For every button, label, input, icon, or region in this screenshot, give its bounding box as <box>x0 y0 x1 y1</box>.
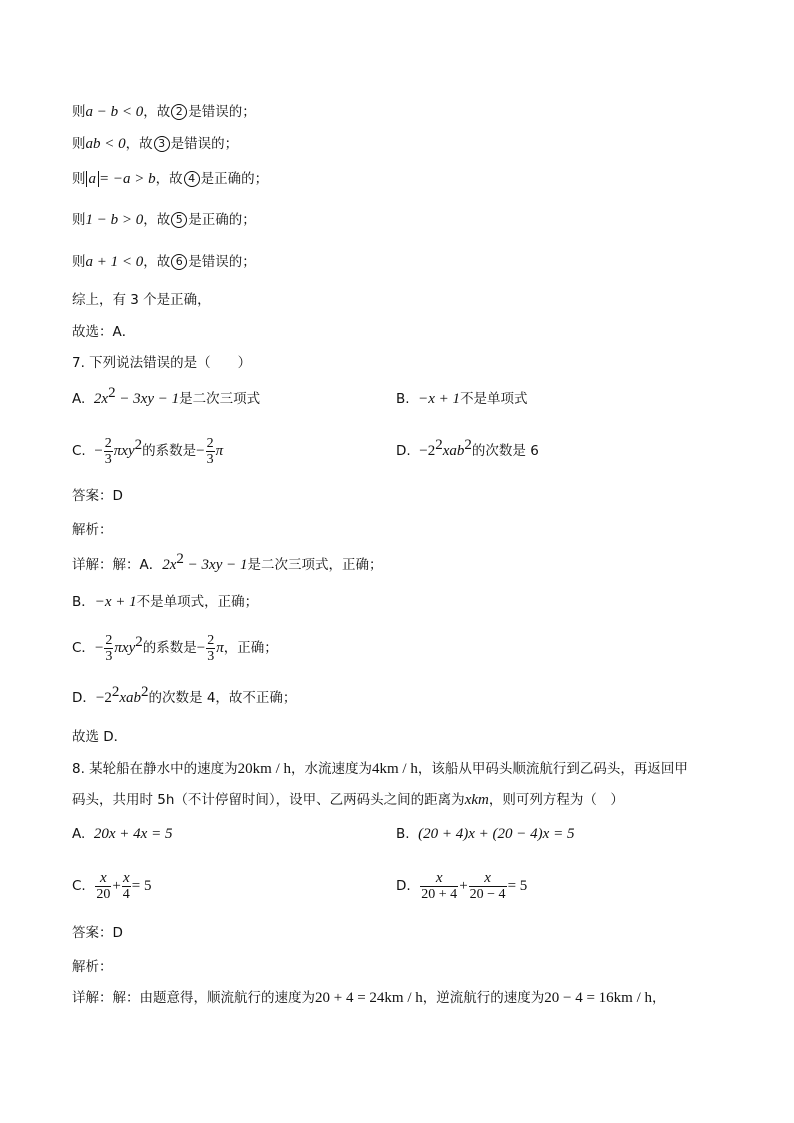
q7-detail-d: D．$-2^2xab^2$的次数是 4，故不正确； <box>72 684 297 706</box>
q7-option-c: C. − $\frac{2}{3}$ πxy$^2$的系数是− $\frac{2}{3}$ π <box>72 435 224 467</box>
prev-line-2: 则ab < 0，故 3 是错误的； <box>72 136 239 152</box>
circled-number: 4 <box>184 171 200 187</box>
q7-answer: 答案：D <box>72 488 123 504</box>
fraction: $\frac{2}{3}$ <box>207 632 215 664</box>
q7-option-a: A. $2x^2 - 3xy - 1$是二次三项式 <box>72 385 261 407</box>
q8-option-a: A. 20x + 4x = 5 <box>72 826 173 842</box>
q8-option-c: C. $\frac{x}{20}$ + $\frac{x}{4}$ = 5 <box>72 869 152 902</box>
q7-stem: 7. 下列说法错误的是（ ） <box>72 355 252 371</box>
q8-option-d: D. $\frac{x}{20 + 4}$ + $\frac{x}{20 - 4}$ = 5 <box>396 869 528 902</box>
circled-number: 3 <box>154 136 170 152</box>
q7-analysis: 解析： <box>72 522 113 538</box>
q7-choose: 故选 D． <box>72 729 128 745</box>
prev-choose: 故选：A． <box>72 324 136 340</box>
q8-stem-line-1: 8. 某轮船在静水中的速度为20km / h，水流速度为4km / h，该船从甲码头顺流航行到乙码头，再返回甲 <box>72 761 688 777</box>
q8-detail-1: 详解：解：由题意得，顺流航行的速度为20 + 4 = 24km / h，逆流航行的速度为20 − 4 = 16km / h， <box>72 990 666 1006</box>
fraction: $\frac{2}{3}$ <box>105 632 113 664</box>
prev-line-3: 则 a = −a > b，故 4 是正确的； <box>72 171 269 187</box>
q7-detail-c: C．− $\frac{2}{3}$ πxy$^2$的系数是− $\frac{2}{3}$ π，正确； <box>72 632 278 664</box>
circled-number: 6 <box>171 254 187 270</box>
circled-number: 5 <box>171 212 187 228</box>
q8-answer: 答案：D <box>72 925 123 941</box>
circled-number: 2 <box>171 104 187 120</box>
q8-analysis: 解析： <box>72 959 113 975</box>
fraction: $\frac{2}{3}$ <box>206 435 214 467</box>
fraction: $\frac{x}{20 + 4}$ <box>421 869 458 902</box>
prev-summary: 综上，有 3 个是正确， <box>72 292 211 308</box>
q7-detail-b: B．−x + 1不是单项式，正确； <box>72 594 259 610</box>
q7-option-d: D. $-2^2xab^2$的次数是 6 <box>396 437 539 459</box>
fraction: $\frac{x}{20}$ <box>96 869 111 902</box>
fraction: $\frac{x}{4}$ <box>122 869 130 902</box>
prev-line-5: 则a + 1 < 0，故 6 是错误的； <box>72 254 256 270</box>
q8-stem-line-2: 码头，共用时 5h（不计停留时间），设甲、乙两码头之间的距离为xkm，则可列方程为（ ） <box>72 792 624 808</box>
fraction: $\frac{x}{20 - 4}$ <box>469 869 506 902</box>
q8-option-b: B. (20 + 4)x + (20 − 4)x = 5 <box>396 826 575 842</box>
prev-line-1: 则a − b < 0，故 2 是错误的； <box>72 104 256 120</box>
absolute-value: a <box>86 171 100 187</box>
q7-detail-a: 详解：解：A．$2x^2 - 3xy - 1$是二次三项式，正确； <box>72 551 383 573</box>
fraction: $\frac{2}{3}$ <box>104 435 112 467</box>
prev-line-4: 则1 − b > 0，故 5 是正确的； <box>72 212 256 228</box>
q7-option-b: B. −x + 1不是单项式 <box>396 391 528 407</box>
